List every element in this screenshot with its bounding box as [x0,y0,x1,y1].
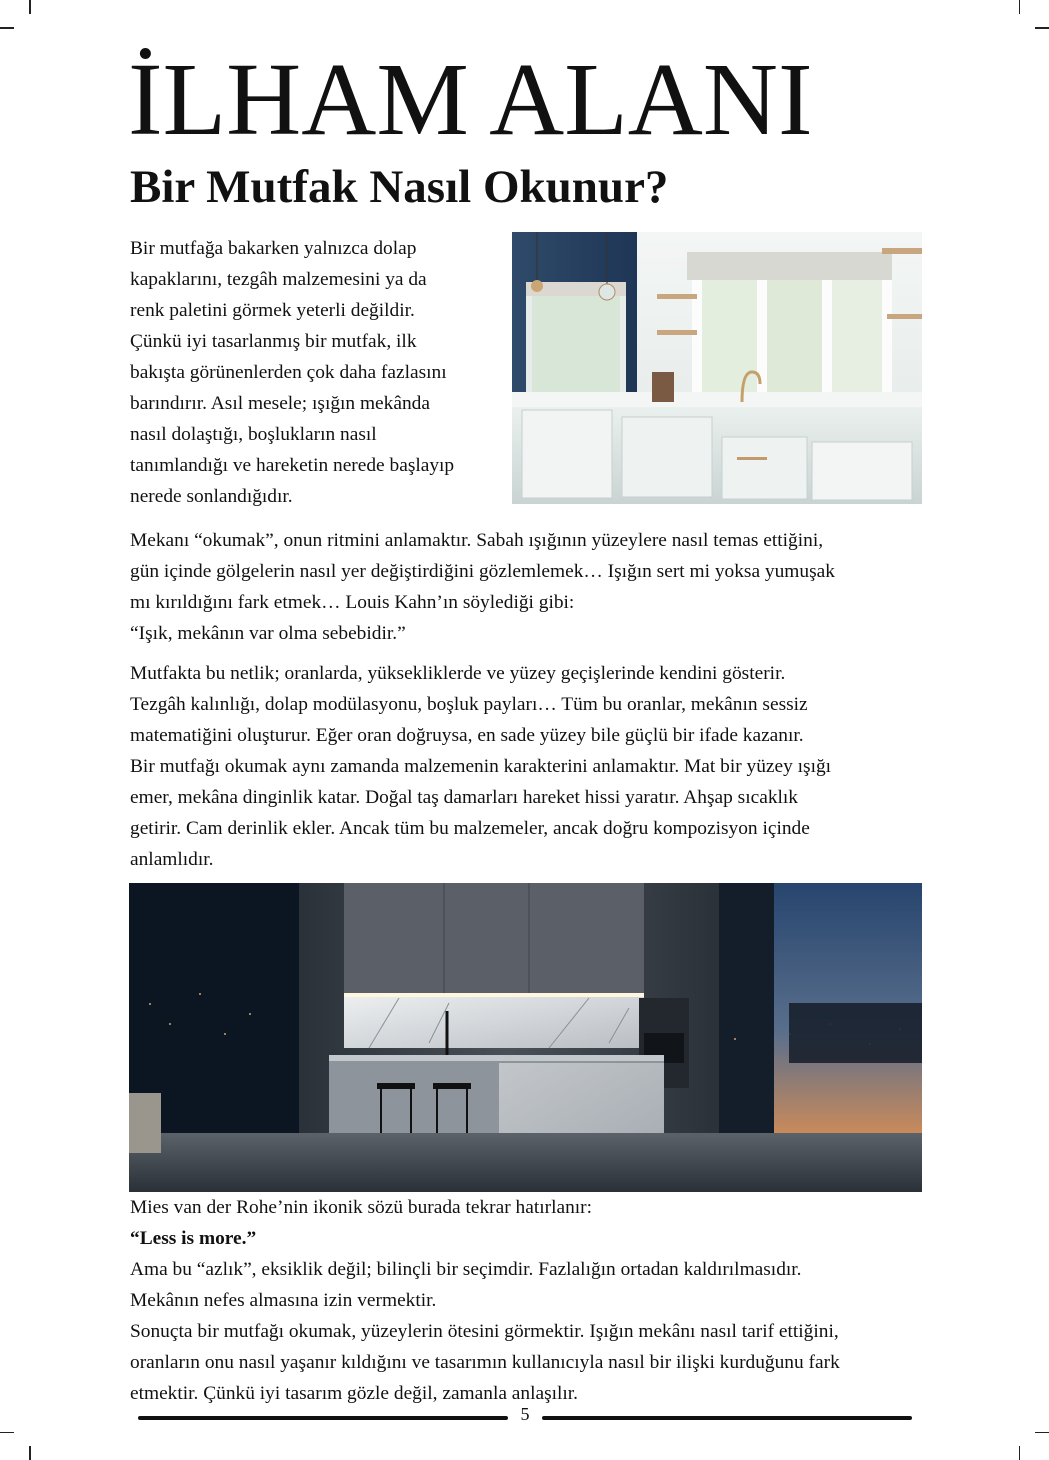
text-line: nerede sonlandığıdır. [130,486,293,507]
text-line: bakışta görünenlerden çok daha fazlasını [130,362,447,383]
text-line: Bir mutfağa bakarken yalnızca dolap [130,238,417,259]
page-number: 5 [520,1404,530,1424]
crop-mark [1035,27,1049,29]
mies-quote: “Less is more.” [130,1228,257,1249]
crop-mark [0,1432,14,1434]
text-line: nasıl dolaştığı, boşlukların nasıl [130,424,377,445]
footer-rule-left [138,1416,508,1420]
footer-rule-right [542,1416,912,1420]
text-line: Mutfakta bu netlik; oranlarda, yüksekliklerde ve yüzey geçişlerinde kendini gösterir. [130,663,786,684]
text-line: Tezgâh kalınlığı, dolap modülasyonu, boşluk payları… Tüm bu oranlar, mekânın sessiz [130,694,808,715]
text-line: mı kırıldığını fark etmek… Louis Kahn’ın söylediği gibi: [130,592,575,613]
text-line: Bir mutfağı okumak aynı zamanda malzemenin karakterini anlamaktır. Mat bir yüzey ışığı [130,756,832,777]
text-line: Çünkü iyi tasarlanmış bir mutfak, ilk [130,331,417,352]
text-line: anlamlıdır. [130,849,214,870]
text-line: Sonuçta bir mutfağı okumak, yüzeylerin ötesini görmektir. Işığın mekânı nasıl tarif ettiğini, [130,1321,839,1342]
text-line: Mekânın nefes almasına izin vermektir. [130,1290,437,1311]
crop-mark [0,27,14,29]
text-line: gün içinde gölgelerin nasıl yer değiştirdiğini gözlemlemek… Işığın sert mi yoksa yumuşak [130,561,835,582]
crop-mark [1019,1446,1021,1460]
bright-white-kitchen-photo [512,232,922,504]
text-line: tanımlandığı ve hareketin nerede başlayıp [130,455,455,476]
night-dark-kitchen-city-view-photo [129,883,922,1192]
text-line: matematiğini oluşturur. Eğer oran doğruysa, en sade yüzey bile güçlü bir ifade kazanır. [130,725,804,746]
page-title: İLHAM ALANI [128,42,813,157]
intro-paragraph [130,233,497,512]
text-line: Ama bu “azlık”, eksiklik değil; bilinçli bir seçimdir. Fazlalığın ortadan kaldırılmasıdır. [130,1259,802,1280]
article-subtitle: Bir Mutfak Nasıl Okunur? [130,161,669,213]
text-line: emer, mekâna dinginlik katar. Doğal taş damarları hareket hissi yaratır. Ahşap sıcaklık [130,787,798,808]
text-line: etmektir. Çünkü iyi tasarım gözle değil, zamanla anlaşılır. [130,1383,579,1404]
text-line: Mekanı “okumak”, onun ritmini anlamaktır. Sabah ışığının yüzeylere nasıl temas ettiğini, [130,530,824,551]
text-line: barındırır. Asıl mesele; ışığın mekânda [130,393,430,414]
text-line: getirir. Cam derinlik ekler. Ancak tüm bu malzemeler, ancak doğru kompozisyon içinde [130,818,810,839]
paragraph-light [130,525,922,649]
text-line: renk paletini görmek yeterli değildir. [130,300,415,321]
text-line: kapaklarını, tezgâh malzemesini ya da [130,269,427,290]
text-line: oranların onu nasıl yaşanır kıldığını ve tasarımın kullanıcıyla nasıl bir ilişki kurduğunu fark [130,1352,840,1373]
crop-mark [1019,0,1021,14]
paragraph-proportion [130,658,922,875]
kahn-quote: “Işık, mekânın var olma sebebidir.” [130,623,406,644]
crop-mark [29,0,31,14]
crop-mark [1035,1432,1049,1434]
text-line: Mies van der Rohe’nin ikonik sözü burada tekrar hatırlanır: [130,1197,593,1218]
crop-mark [29,1446,31,1460]
paragraph-less-is-more [130,1192,922,1409]
